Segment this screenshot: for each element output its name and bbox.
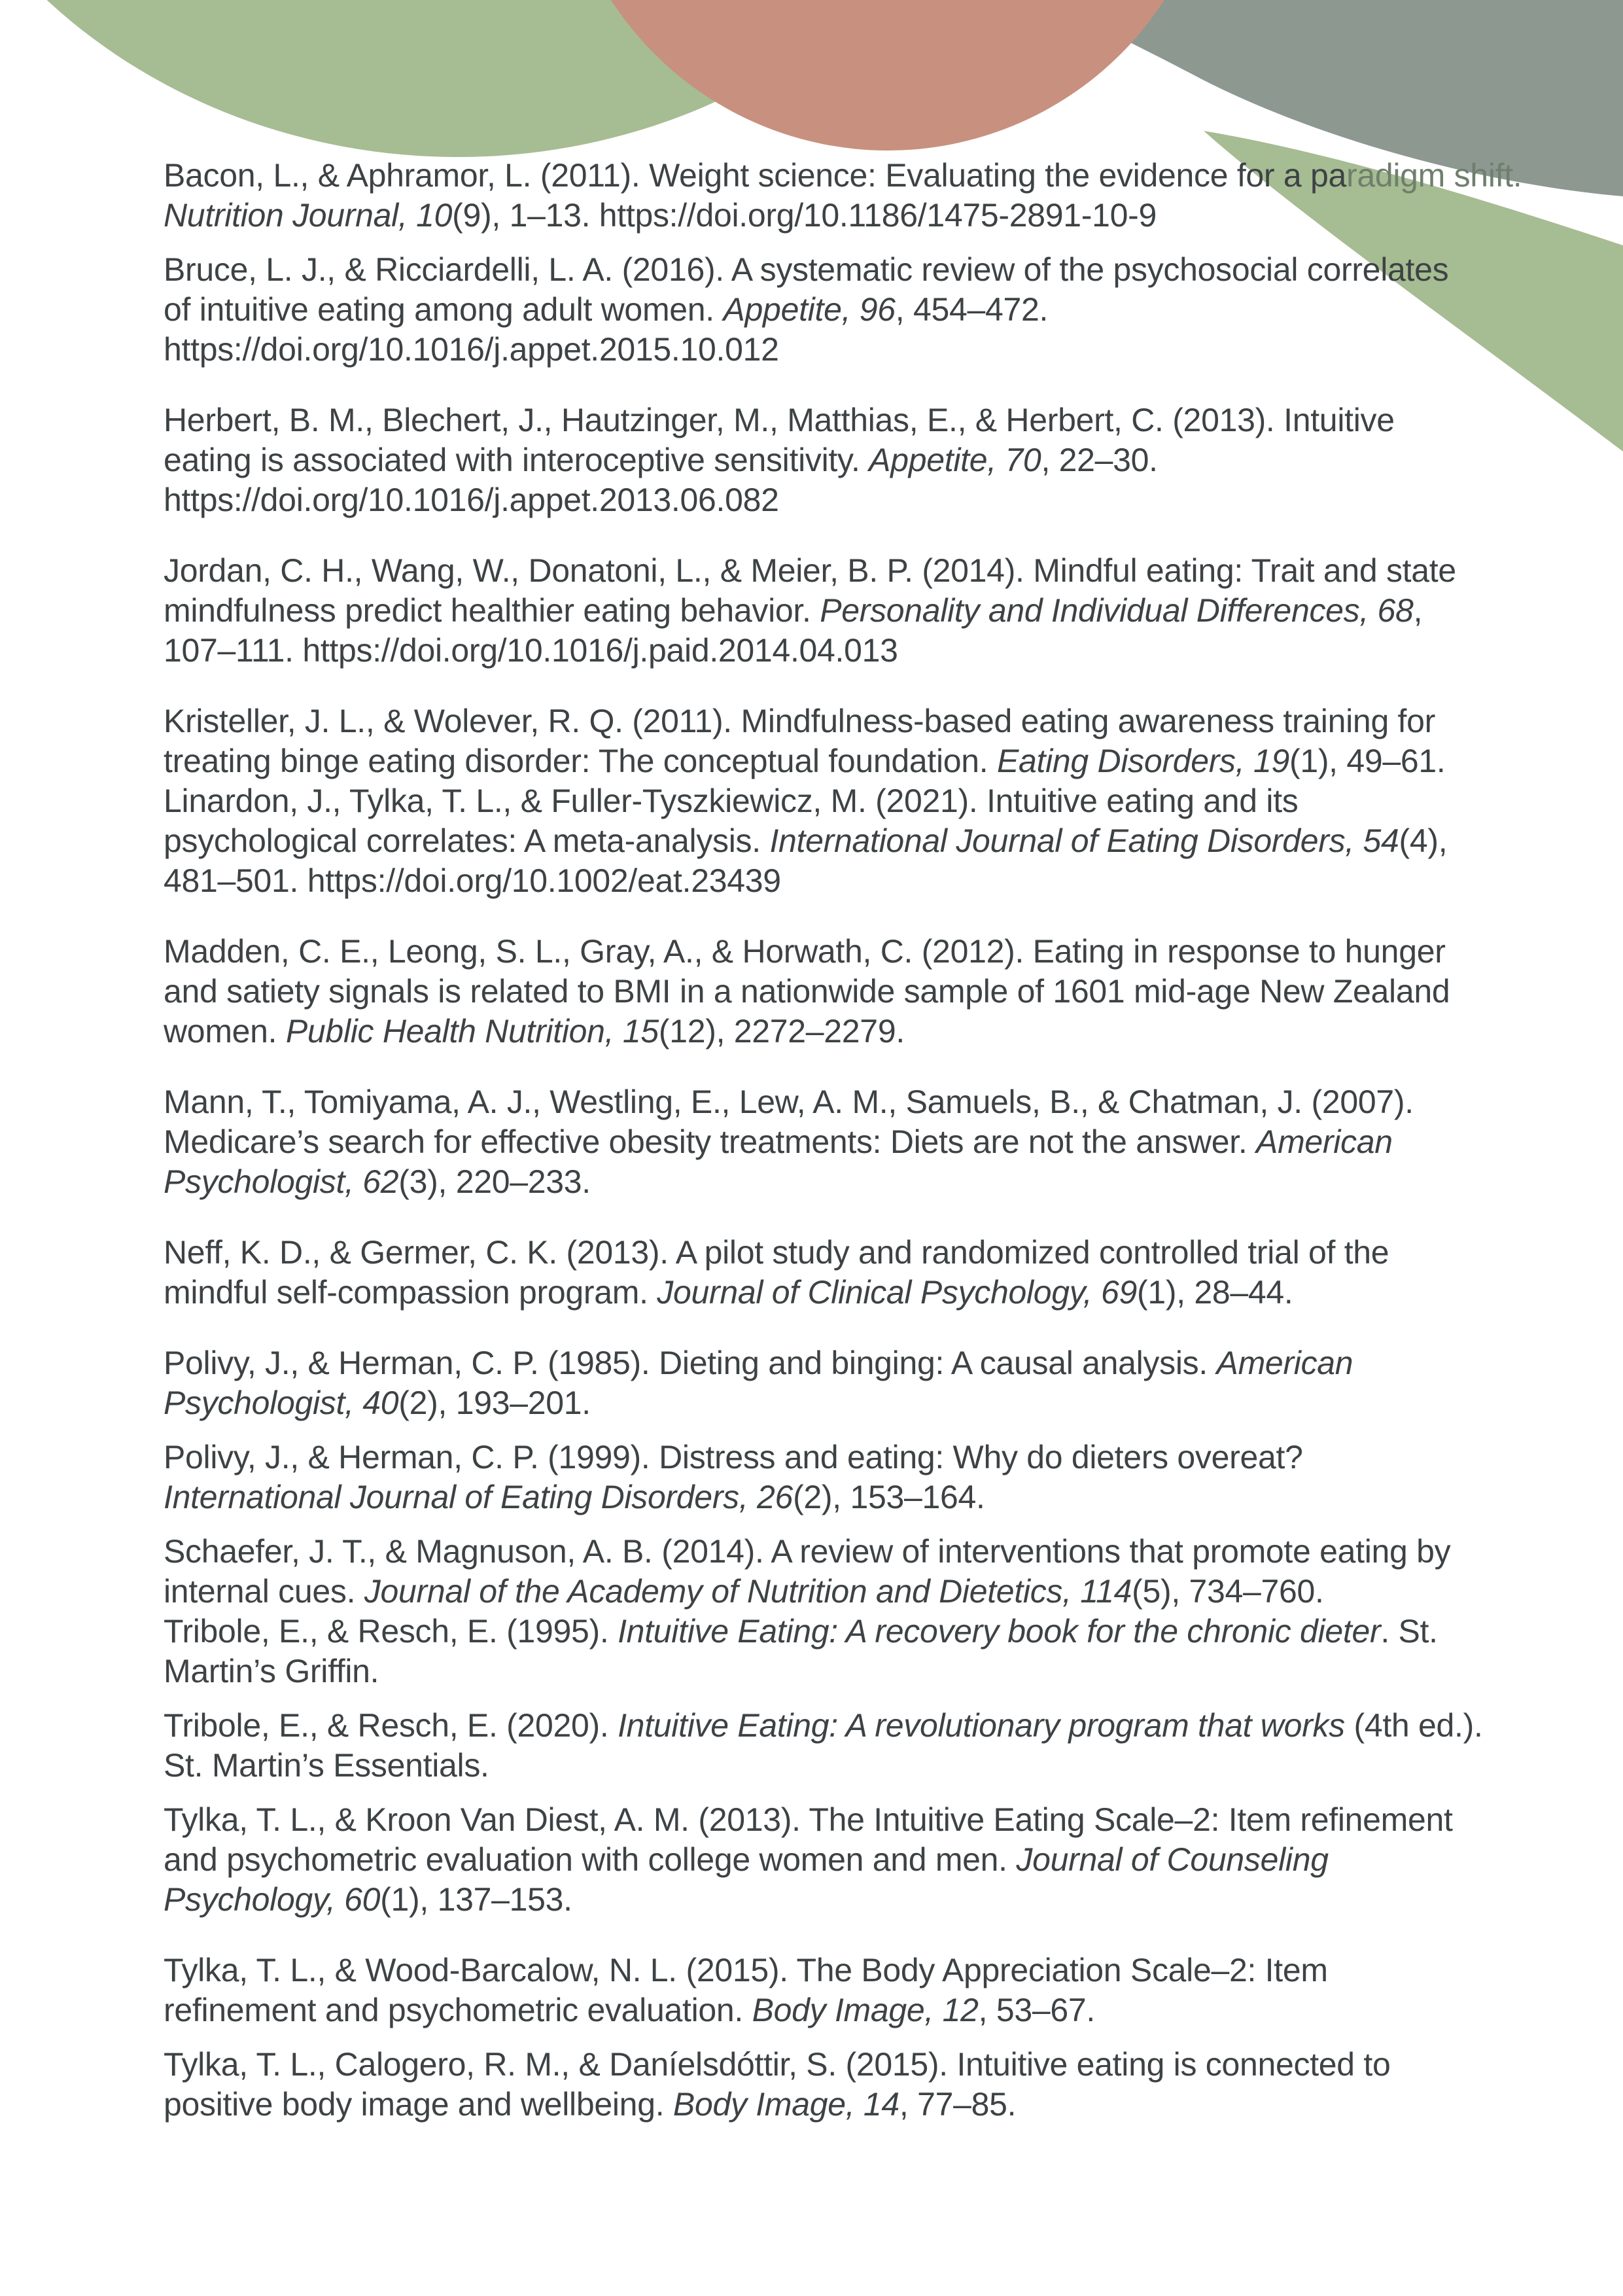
reference-line — [164, 1162, 1472, 1202]
journal-title-text: Psychology, 60 — [164, 1881, 381, 1918]
reference-line — [164, 1800, 1472, 1840]
journal-title-text: International Journal of Eating Disorders, 26 — [164, 1479, 794, 1515]
reference-text: of intuitive eating among adult women. — [164, 291, 724, 328]
reference-text: Martin’s Griffin. — [164, 1653, 379, 1689]
reference-text: (9), 1–13. https://doi.org/10.1186/1475-2891-10-9 — [452, 197, 1157, 234]
reference-entry — [164, 2045, 1472, 2125]
reference-line — [164, 330, 1472, 370]
journal-title-text: Nutrition Journal, 10 — [164, 197, 453, 234]
reference-line — [164, 1951, 1472, 1990]
reference-text: (5), 734–760. — [1132, 1573, 1324, 1610]
reference-text: Schaefer, J. T., & Magnuson, A. B. (2014). A review of interventions that promote eating by — [164, 1533, 1451, 1570]
reference-entry — [164, 1612, 1472, 1691]
reference-line — [164, 741, 1472, 781]
reference-line — [164, 480, 1472, 520]
reference-text: (2), 193–201. — [398, 1385, 591, 1421]
reference-entry — [164, 1343, 1472, 1423]
reference-line — [164, 1840, 1472, 1880]
reference-line — [164, 551, 1472, 591]
reference-text: Tribole, E., & Resch, E. (1995). — [164, 1613, 618, 1650]
reference-text: (2), 153–164. — [793, 1479, 985, 1515]
journal-title-text: American — [1256, 1123, 1393, 1160]
reference-line — [164, 290, 1472, 330]
reference-text: Tribole, E., & Resch, E. (2020). — [164, 1707, 618, 1744]
reference-line — [164, 701, 1472, 741]
reference-text: https://doi.org/10.1016/j.appet.2013.06.082 — [164, 482, 779, 518]
reference-text: women. — [164, 1013, 286, 1050]
reference-line — [164, 781, 1472, 821]
journal-title-text: Journal of the Academy of Nutrition and Dietetics, 114 — [364, 1573, 1132, 1610]
reference-text: and satiety signals is related to BMI in a nationwide sample of 1601 mid-age New Zealand — [164, 973, 1450, 1010]
journal-title-text: Appetite, 96 — [723, 291, 896, 328]
reference-line — [164, 1706, 1483, 1746]
reference-line — [164, 1746, 1472, 1786]
reference-text: https://doi.org/10.1016/j.appet.2015.10.012 — [164, 331, 779, 368]
journal-title-text: Body Image, 12 — [752, 1992, 979, 2028]
reference-text: Jordan, C. H., Wang, W., Donatoni, L., & Meier, B. P. (2014). Mindful eating: Trait and state — [164, 552, 1456, 589]
reference-line — [164, 1082, 1472, 1122]
reference-line — [164, 1651, 1472, 1691]
reference-text: (4th ed.). — [1344, 1707, 1483, 1744]
reference-text: Tylka, T. L., & Kroon Van Diest, A. M. (2013). The Intuitive Eating Scale–2: Item refinement — [164, 1801, 1453, 1838]
reference-line — [164, 2045, 1472, 2085]
reference-entry — [164, 1706, 1483, 1786]
reference-entry — [164, 250, 1472, 370]
references-list — [164, 156, 1522, 2125]
journal-title-text: International Journal of Eating Disorders, 54 — [769, 822, 1399, 859]
reference-text: positive body image and wellbeing. — [164, 2086, 673, 2123]
reference-line — [164, 250, 1472, 290]
journal-title-text: Psychologist, 40 — [164, 1385, 399, 1421]
journal-title-text: Journal of Clinical Psychology, 69 — [657, 1274, 1137, 1311]
reference-text: and psychometric evaluation with college women and men. — [164, 1841, 1017, 1878]
reference-line — [164, 972, 1472, 1012]
reference-entry — [164, 1532, 1472, 1612]
journal-title-text: Personality and Individual Differences, 68 — [820, 592, 1414, 629]
reference-text: (1), 28–44. — [1137, 1274, 1293, 1311]
reference-line — [164, 861, 1472, 901]
reference-text: (12), 2272–2279. — [658, 1013, 905, 1050]
reference-entry — [164, 1800, 1472, 1920]
reference-line — [164, 1990, 1472, 2030]
reference-line — [164, 400, 1472, 440]
reference-entry — [164, 1438, 1472, 1517]
reference-line — [164, 1532, 1472, 1572]
reference-text: Neff, K. D., & Germer, C. K. (2013). A pilot study and randomized controlled trial of the — [164, 1234, 1389, 1271]
reference-line — [164, 2085, 1472, 2125]
reference-line — [164, 1273, 1472, 1313]
reference-text: eating is associated with interoceptive sensitivity. — [164, 442, 869, 478]
reference-text: psychological correlates: A meta-analysis. — [164, 822, 770, 859]
reference-entry — [164, 156, 1522, 236]
reference-text: internal cues. — [164, 1573, 364, 1610]
reference-text: Kristeller, J. L., & Wolever, R. Q. (2011). Mindfulness-based eating awareness training for — [164, 703, 1435, 739]
reference-line — [164, 591, 1472, 631]
reference-text: . St. — [1380, 1613, 1438, 1650]
reference-text: , 22–30. — [1041, 442, 1158, 478]
reference-line — [164, 932, 1472, 972]
journal-title-text: Journal of Counseling — [1016, 1841, 1329, 1878]
reference-line — [164, 440, 1472, 480]
journal-title-text: American — [1216, 1345, 1353, 1381]
reference-entry — [164, 400, 1472, 520]
reference-line — [164, 1233, 1472, 1273]
reference-text: , 454–472. — [895, 291, 1049, 328]
reference-text: Linardon, J., Tylka, T. L., & Fuller-Tyszkiewicz, M. (2021). Intuitive eating and its — [164, 783, 1299, 819]
reference-text: Tylka, T. L., & Wood-Barcalow, N. L. (2015). The Body Appreciation Scale–2: Item — [164, 1952, 1328, 1988]
journal-title-text: Intuitive Eating: A revolutionary program that works — [618, 1707, 1345, 1744]
reference-text: refinement and psychometric evaluation. — [164, 1992, 752, 2028]
journal-title-text: Body Image, 14 — [672, 2086, 899, 2123]
reference-line — [164, 1572, 1472, 1612]
reference-text: Medicare’s search for effective obesity treatments: Diets are not the answer. — [164, 1123, 1257, 1160]
reference-line — [164, 196, 1472, 236]
reference-text: , — [1413, 592, 1423, 629]
reference-text: (1), 49–61. — [1289, 743, 1446, 779]
text-under-leaf-shape: radigm shift. — [1346, 157, 1522, 194]
reference-text: Tylka, T. L., Calogero, R. M., & Daníelsdóttir, S. (2015). Intuitive eating is connected to — [164, 2046, 1391, 2083]
reference-line — [164, 1383, 1472, 1423]
reference-line — [164, 1012, 1472, 1051]
reference-line — [164, 1438, 1472, 1477]
reference-entry — [164, 1082, 1472, 1202]
reference-line — [164, 156, 1522, 196]
reference-entry — [164, 932, 1472, 1051]
journal-title-text: Public Health Nutrition, 15 — [285, 1013, 659, 1050]
reference-text: (1), 137–153. — [380, 1881, 572, 1918]
reference-text: , 77–85. — [899, 2086, 1017, 2123]
reference-text: Madden, C. E., Leong, S. L., Gray, A., & Horwath, C. (2012). Eating in response to hunger — [164, 933, 1446, 970]
reference-text: Bruce, L. J., & Ricciardelli, L. A. (2016). A systematic review of the psychosocial correlates — [164, 251, 1449, 288]
journal-title-text: Psychologist, 62 — [164, 1163, 399, 1200]
reference-text: mindful self-compassion program. — [164, 1274, 657, 1311]
reference-text: St. Martin’s Essentials. — [164, 1747, 489, 1784]
reference-text: mindfulness predict healthier eating behavior. — [164, 592, 820, 629]
reference-line — [164, 1477, 1472, 1517]
reference-entry — [164, 701, 1472, 781]
reference-line — [164, 1880, 1472, 1920]
reference-entry — [164, 1951, 1472, 2030]
reference-entry — [164, 781, 1472, 901]
reference-text: Polivy, J., & Herman, C. P. (1999). Distress and eating: Why do dieters overeat? — [164, 1439, 1303, 1475]
reference-text: , 53–67. — [978, 1992, 1095, 2028]
reference-text: Bacon, L., & Aphramor, L. (2011). Weight science: Evaluating the evidence for a pa — [164, 157, 1346, 194]
reference-text: 481–501. https://doi.org/10.1002/eat.23439 — [164, 862, 781, 899]
reference-text: (3), 220–233. — [398, 1163, 591, 1200]
reference-line — [164, 631, 1472, 671]
journal-title-text: Eating Disorders, 19 — [996, 743, 1289, 779]
reference-line — [164, 1122, 1472, 1162]
reference-text: Mann, T., Tomiyama, A. J., Westling, E., Lew, A. M., Samuels, B., & Chatman, J. (2007). — [164, 1084, 1414, 1120]
reference-line — [164, 1612, 1472, 1651]
reference-line — [164, 1343, 1472, 1383]
reference-text: Herbert, B. M., Blechert, J., Hautzinger, M., Matthias, E., & Herbert, C. (2013). Intuitive — [164, 402, 1395, 438]
reference-text: 107–111. https://doi.org/10.1016/j.paid.2014.04.013 — [164, 632, 898, 669]
reference-text: treating binge eating disorder: The conceptual foundation. — [164, 743, 997, 779]
reference-line — [164, 821, 1472, 861]
reference-text: (4), — [1399, 822, 1448, 859]
journal-title-text: Appetite, 70 — [869, 442, 1041, 478]
reference-text: Polivy, J., & Herman, C. P. (1985). Dieting and binging: A causal analysis. — [164, 1345, 1217, 1381]
journal-title-text: Intuitive Eating: A recovery book for the chronic dieter — [618, 1613, 1381, 1650]
reference-entry — [164, 1233, 1472, 1313]
reference-entry — [164, 551, 1472, 671]
